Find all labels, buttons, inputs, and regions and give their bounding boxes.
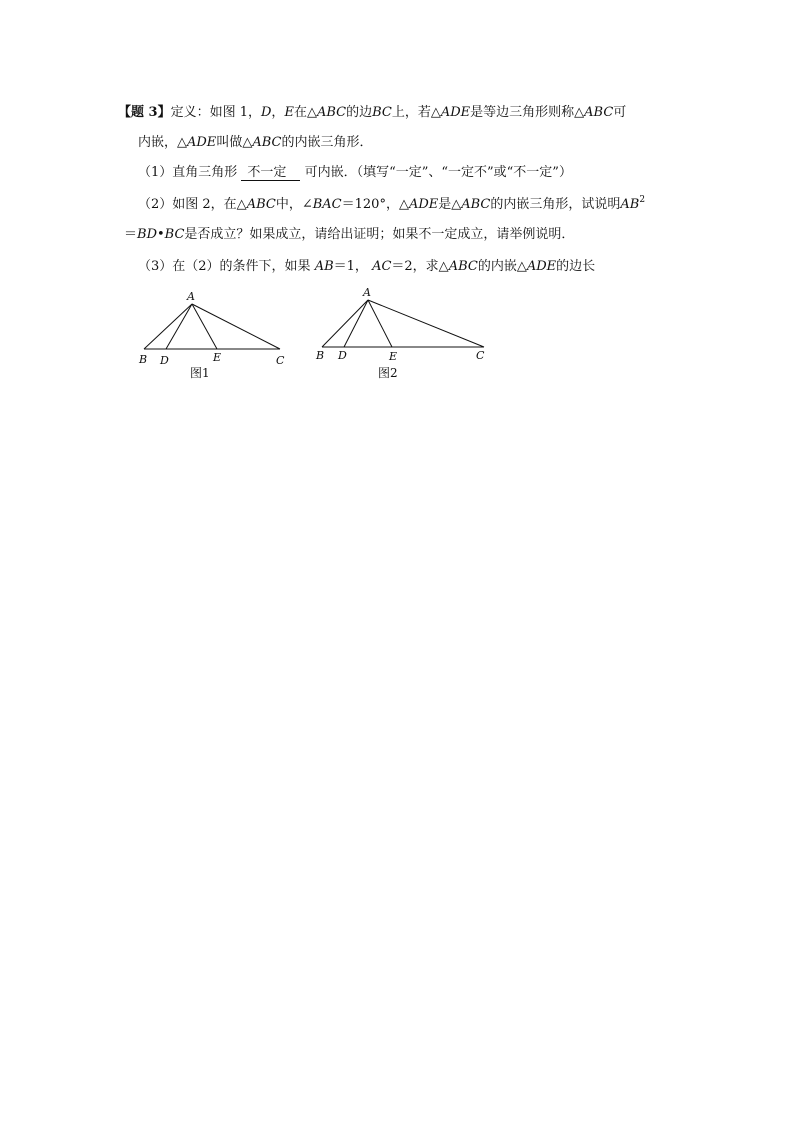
figure-2-caption: 图2 (378, 366, 398, 380)
q1-answer: 不一定 (241, 165, 300, 181)
question-3: （3）在（2）的条件下，如果 AB＝1， AC＝2，求△ABC的内嵌△ADE的边长 (138, 259, 596, 274)
fig1-label-e: E (213, 351, 222, 364)
fig1-label-a: A (187, 290, 195, 303)
fig1-side-ab (144, 304, 192, 349)
fig2-label-c: C (476, 349, 485, 362)
question-2-line-2: ＝BD•BC是否成立？如果成立，请给出证明；如果不一定成立，请举例说明． (124, 227, 575, 242)
fig1-side-ac (192, 304, 280, 349)
fig2-label-d: D (338, 349, 347, 362)
figure-1 (130, 284, 300, 374)
fig1-label-b: B (139, 353, 148, 366)
question-1: （1）直角三角形 不一定 可内嵌．（填写“一定”、“一定不”或“不一定”） (138, 165, 572, 180)
question-2-line-1: （2）如图 2，在△ABC中，∠BAC＝120°，△ADE是△ABC的内嵌三角形，试说明$AB^2$ (138, 195, 646, 212)
fig2-segment-ae (368, 300, 392, 347)
fig1-label-d: D (160, 354, 169, 367)
fig1-label-c: C (276, 354, 285, 367)
figure-2 (310, 280, 500, 370)
fig1-segment-ad (166, 304, 192, 349)
figure-1-caption: 图1 (190, 366, 210, 380)
fig2-segment-ad (344, 300, 368, 347)
problem-label: 【题 3】 (118, 105, 171, 120)
problem-line-1: 【题 3】定义：如图 1，D，E在△ABC的边BC上，若△ADE是等边三角形则称△ABC可 (118, 105, 627, 120)
fig2-label-a: A (363, 286, 371, 299)
fig2-label-b: B (316, 349, 325, 362)
problem-line-2: 内嵌，△ADE叫做△ABC的内嵌三角形． (138, 135, 373, 150)
fig2-label-e: E (389, 350, 398, 363)
fig2-side-ac (368, 300, 484, 347)
fig2-side-ab (322, 300, 368, 347)
